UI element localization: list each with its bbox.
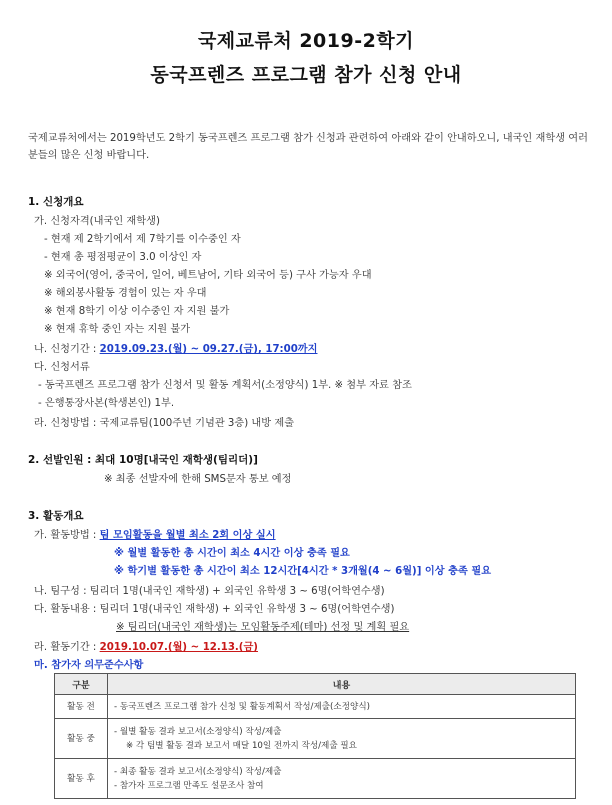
s1-b-line [34, 340, 317, 355]
s3-e-label: 마. 참가자 의무준수사항 [34, 660, 144, 671]
row-line: - 월별 활동 결과 보고서(소정양식) 작성/제출 [114, 726, 282, 737]
row-content [108, 719, 576, 759]
row-category: 활동 전 [55, 695, 108, 719]
header-content: 내용 [108, 674, 576, 695]
s3-c-line: 다. 활동내용 : 팀리더 1명(내국인 재학생) + 외국인 유학생 3 ~ 6명(어학연수생) [34, 604, 395, 615]
row-category: 활동 후 [55, 759, 108, 799]
s3-d-label: 라. 활동기간 : [34, 642, 97, 653]
s1-a-item: - 현재 총 평점평균이 3.0 이상인 자 [44, 252, 202, 263]
s1-c-label: 다. 신청서류 [34, 362, 90, 373]
activity-method: 팀 모임활동을 월별 최소 2회 이상 실시 [99, 530, 276, 541]
s2-note: ※ 최종 선발자에 한해 SMS문자 통보 예정 [104, 474, 292, 485]
row-category: 활동 중 [55, 719, 108, 759]
obligations-table [54, 673, 576, 799]
section-2-heading: 2. 선발인원 : 최대 10명[내국인 재학생(팀리더)] [28, 454, 258, 466]
s1-c-item: - 동국프렌즈 프로그램 참가 신청서 및 활동 계획서(소정양식) 1부. ※ 첨부 자료 참조 [38, 380, 412, 391]
s1-a-item: - 현재 제 2학기에서 제 7학기를 이수중인 자 [44, 234, 241, 245]
row-line: - 동국프렌즈 프로그램 참가 신청 및 활동계획서 작성/제출(소정양식) [114, 701, 370, 712]
row-content [108, 695, 576, 719]
s3-a-note-2: ※ 학기별 활동한 총 시간이 최소 12시간[4시간 * 3개월(4 ~ 6월)] 이상 충족 필요 [114, 566, 492, 577]
s1-a-item: ※ 현재 8학기 이상 이수중인 자 지원 불가 [44, 306, 230, 317]
intro-paragraph: 국제교류처에서는 2019학년도 2학기 동국프렌즈 프로그램 참가 신청과 관련하여 아래와 같이 안내하오니, 내국인 재학생 여러분들의 많은 신청 바랍니다. [28, 133, 588, 161]
row-line: - 참가자 프로그램 만족도 설문조사 참여 [114, 780, 264, 791]
s3-c-note: ※ 팀리더(내국인 재학생)는 모임활동주제(테마) 선정 및 계획 필요 [116, 622, 410, 633]
title-line-2: 동국프렌즈 프로그램 참가 신청 안내 [150, 64, 462, 86]
s3-b-line: 나. 팀구성 : 팀리더 1명(내국인 재학생) + 외국인 유학생 3 ~ 6명(어학연수생) [34, 586, 385, 597]
s3-a-line [34, 526, 276, 541]
table-row [55, 759, 576, 799]
table-header-row [55, 674, 576, 695]
s3-a-label: 가. 활동방법 : [34, 530, 97, 541]
s1-a-item: ※ 해외봉사활동 경험이 있는 자 우대 [44, 288, 207, 299]
s1-a-item: ※ 현재 휴학 중인 자는 지원 불가 [44, 324, 191, 335]
section-3-heading: 3. 활동개요 [28, 510, 84, 522]
application-period: 2019.09.23.(월) ~ 09.27.(금), 17:00까지 [99, 344, 318, 355]
s1-d-line: 라. 신청방법 : 국제교류팀(100주년 기념관 3층) 내방 제출 [34, 418, 295, 429]
s1-a-item: ※ 외국어(영어, 중국어, 일어, 베트남어, 기타 외국어 등) 구사 가능자 우대 [44, 270, 372, 281]
activity-period: 2019.10.07.(월) ~ 12.13.(금) [99, 642, 258, 653]
s3-a-note-1: ※ 월별 활동한 총 시간이 최소 4시간 이상 충족 필요 [114, 548, 350, 559]
header-category: 구분 [55, 674, 108, 695]
row-content [108, 759, 576, 799]
table-row [55, 695, 576, 719]
row-line: ※ 각 팀별 활동 결과 보고서 매달 10일 전까지 작성/제출 필요 [126, 740, 357, 751]
row-line: - 최종 활동 결과 보고서(소정양식) 작성/제출 [114, 766, 282, 777]
section-1-heading: 1. 신청개요 [28, 196, 84, 208]
s1-b-label: 나. 신청기간 : [34, 344, 97, 355]
s1-a-label: 가. 신청자격(내국인 재학생) [34, 216, 160, 227]
table-row [55, 719, 576, 759]
s1-c-item: - 은행통장사본(학생본인) 1부. [38, 398, 175, 409]
s3-d-line [34, 638, 258, 653]
title-line-1: 국제교류처 2019-2학기 [197, 30, 415, 52]
